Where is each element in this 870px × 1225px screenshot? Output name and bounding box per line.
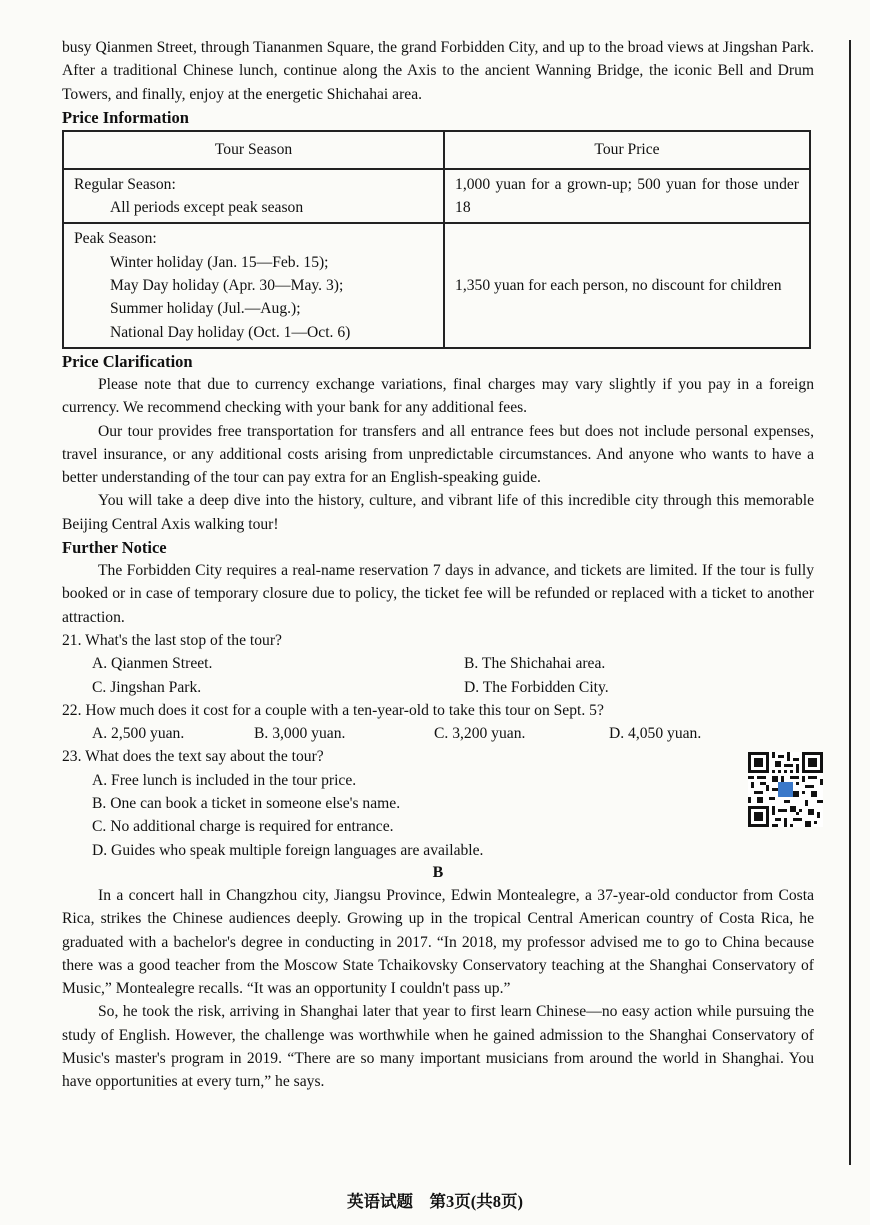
q23-option-d: D. Guides who speak multiple foreign languages are available. <box>92 841 484 859</box>
q21-option-a: A. Qianmen Street. <box>92 655 213 673</box>
q22-option-a: A. 2,500 yuan. <box>92 725 185 743</box>
exam-page <box>62 36 814 1094</box>
col-header-price: Tour Price <box>444 131 810 169</box>
q22-options <box>62 722 814 745</box>
col-header-season: Tour Season <box>63 131 444 169</box>
peak-period: National Day holiday (Oct. 1—Oct. 6) <box>110 323 351 341</box>
price-table <box>62 130 811 349</box>
intro-paragraph: busy Qianmen Street, through Tiananmen Square, the grand Forbidden City, and up to the broad views at Jingshan Park. After a traditional Chinese lunch, continue along the Axis to the ancient Wanning Bridge, the iconic Bell and Drum Towers, and finally, enjoy at the energetic Shichahai area. <box>62 39 814 103</box>
q21-option-d: D. The Forbidden City. <box>464 678 609 696</box>
notice-p1: The Forbidden City requires a real-name reservation 7 days in advance, and tickets are limited. If the tour is fully booked or in case of temporary closure due to policy, the ticket fee will be refunded or replaced with a ticket to another attraction. <box>62 562 814 626</box>
question-21: 21. What's the last stop of the tour? <box>62 631 282 649</box>
qr-code-icon <box>748 752 823 827</box>
peak-period: Winter holiday (Jan. 15—Feb. 15); <box>110 253 329 271</box>
section-b-p2: So, he took the risk, arriving in Shanghai later that year to first learn Chinese—no easy action while pursuing the study of English. However, the challenge was worthwhile when he gained admission to the Shanghai Conservatory of Music's master's program in 2019. “There are so many important musicians from around the world in Shanghai. You have opportunities at every turn,” he says. <box>62 1003 814 1091</box>
peak-season-price: 1,350 yuan for each person, no discount for children <box>444 223 810 347</box>
peak-season-row <box>63 223 810 347</box>
peak-period: Summer holiday (Jul.—Aug.); <box>110 300 301 318</box>
q22-option-d: D. 4,050 yuan. <box>609 725 702 743</box>
q22-option-b: B. 3,000 yuan. <box>254 725 346 743</box>
peak-season-title: Peak Season: <box>74 230 157 248</box>
q21-option-c: C. Jingshan Park. <box>92 678 202 696</box>
price-info-heading: Price Information <box>62 107 189 127</box>
regular-season-row <box>63 169 810 224</box>
q23-option-a: A. Free lunch is included in the tour price. <box>92 771 357 789</box>
clarification-p2: Our tour provides free transportation for transfers and all entrance fees but does not include personal expenses, travel insurance, or any additional costs arising from unpredictable circumstances. And anyone who wants to have a better understanding of the tour can pay extra for an English-speaking guide. <box>62 422 814 487</box>
regular-season-desc: All periods except peak season <box>110 199 304 217</box>
page-footer: 英语试题 第3页(共8页) <box>347 1192 523 1211</box>
q23-option-c: C. No additional charge is required for entrance. <box>92 818 394 836</box>
clarification-p3: You will take a deep dive into the history, culture, and vibrant life of this incredible city through this memorable Beijing Central Axis walking tour! <box>62 492 814 533</box>
notice-heading: Further Notice <box>62 538 167 558</box>
question-23: 23. What does the text say about the tour? <box>62 748 324 766</box>
clarification-p1: Please note that due to currency exchange variations, final charges may vary slightly if you pay in a foreign currency. We recommend checking with your bank for any additional fees. <box>62 375 814 417</box>
section-b-label: B <box>432 863 444 881</box>
regular-season-title: Regular Season: <box>74 175 176 193</box>
q23-option-b: B. One can book a ticket in someone else's name. <box>92 795 401 813</box>
q21-options <box>62 652 814 699</box>
peak-period: May Day holiday (Apr. 30—May. 3); <box>110 277 344 295</box>
clarification-heading: Price Clarification <box>62 351 193 371</box>
margin-rule <box>849 40 851 1165</box>
regular-season-price: 1,000 yuan for a grown-up; 500 yuan for those under 18 <box>444 169 810 224</box>
section-b-p1: In a concert hall in Changzhou city, Jiangsu Province, Edwin Montealegre, a 37-year-old conductor from Costa Rica, strikes the Chinese audiences deeply. Growing up in the tropical Central American country of Costa Rica, he graduated with a bachelor's degree in conducting in 2017. “In 2018, my professor advised me to go to China because there was a good teacher from the Moscow State Tchaikovsky Conservatory teaching at the Shanghai Conservatory of Music,” Montealegre recalls. “It was an opportunity I couldn't pass up.” <box>62 886 814 998</box>
q22-option-c: C. 3,200 yuan. <box>434 725 526 743</box>
q21-option-b: B. The Shichahai area. <box>464 655 606 673</box>
question-22: 22. How much does it cost for a couple with a ten-year-old to take this tour on Sept. 5? <box>62 701 604 719</box>
